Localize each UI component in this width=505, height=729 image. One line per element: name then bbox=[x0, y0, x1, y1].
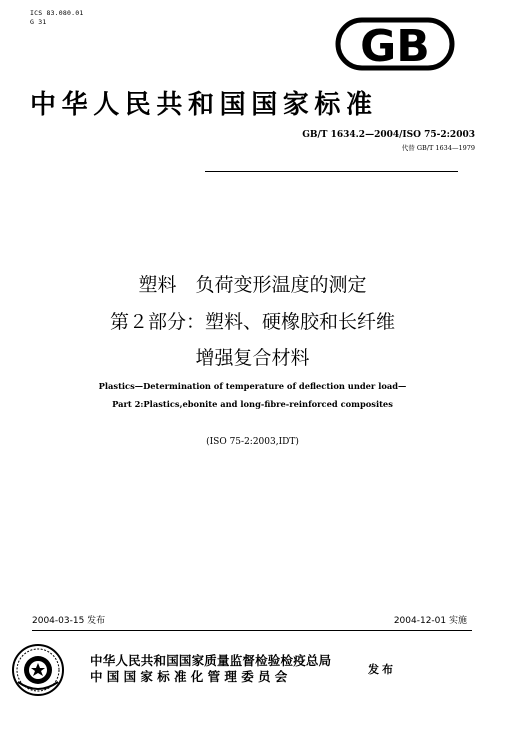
classification-codes bbox=[30, 9, 83, 26]
standard-category-title: 中华人民共和国国家标准 bbox=[30, 90, 378, 120]
gb-logo-text: GB bbox=[360, 21, 430, 72]
title-en-line2: Part 2:Plastics,ebonite and long-fibre-reinforced composites bbox=[112, 399, 393, 409]
ics-code: ICS 83.080.01 bbox=[30, 9, 84, 17]
standard-number: GB/T 1634.2—2004/ISO 75-2:2003 bbox=[302, 130, 475, 140]
title-cn-line2: 第２部分：塑料、硬橡胶和长纤维 bbox=[109, 311, 395, 333]
issue-date: 2004-03-15 发布 bbox=[32, 616, 106, 626]
issuer-seal-icon bbox=[10, 642, 66, 698]
issuer-name-line2: 中国国家标准化管理委员会 bbox=[90, 669, 292, 684]
title-cn-line1: 塑料 负荷变形温度的测定 bbox=[138, 274, 367, 296]
issuer-name-line1: 中华人民共和国国家质量监督检验检疫总局 bbox=[90, 653, 332, 668]
replaces-note: 代替 GB/T 1634—1979 bbox=[401, 144, 475, 152]
title-en-line1: Plastics—Determination of temperature of deflection under load— bbox=[98, 381, 407, 391]
implementation-date: 2004-12-01 实施 bbox=[393, 616, 467, 626]
gb-logo bbox=[335, 14, 455, 74]
iso-equivalence: (ISO 75-2:2003,IDT) bbox=[206, 437, 299, 447]
title-cn-line3: 增强复合材料 bbox=[195, 347, 310, 369]
header-divider bbox=[205, 171, 458, 172]
footer-divider bbox=[32, 630, 472, 631]
ccs-code: G 31 bbox=[30, 17, 47, 26]
publish-label: 发布 bbox=[368, 663, 396, 676]
